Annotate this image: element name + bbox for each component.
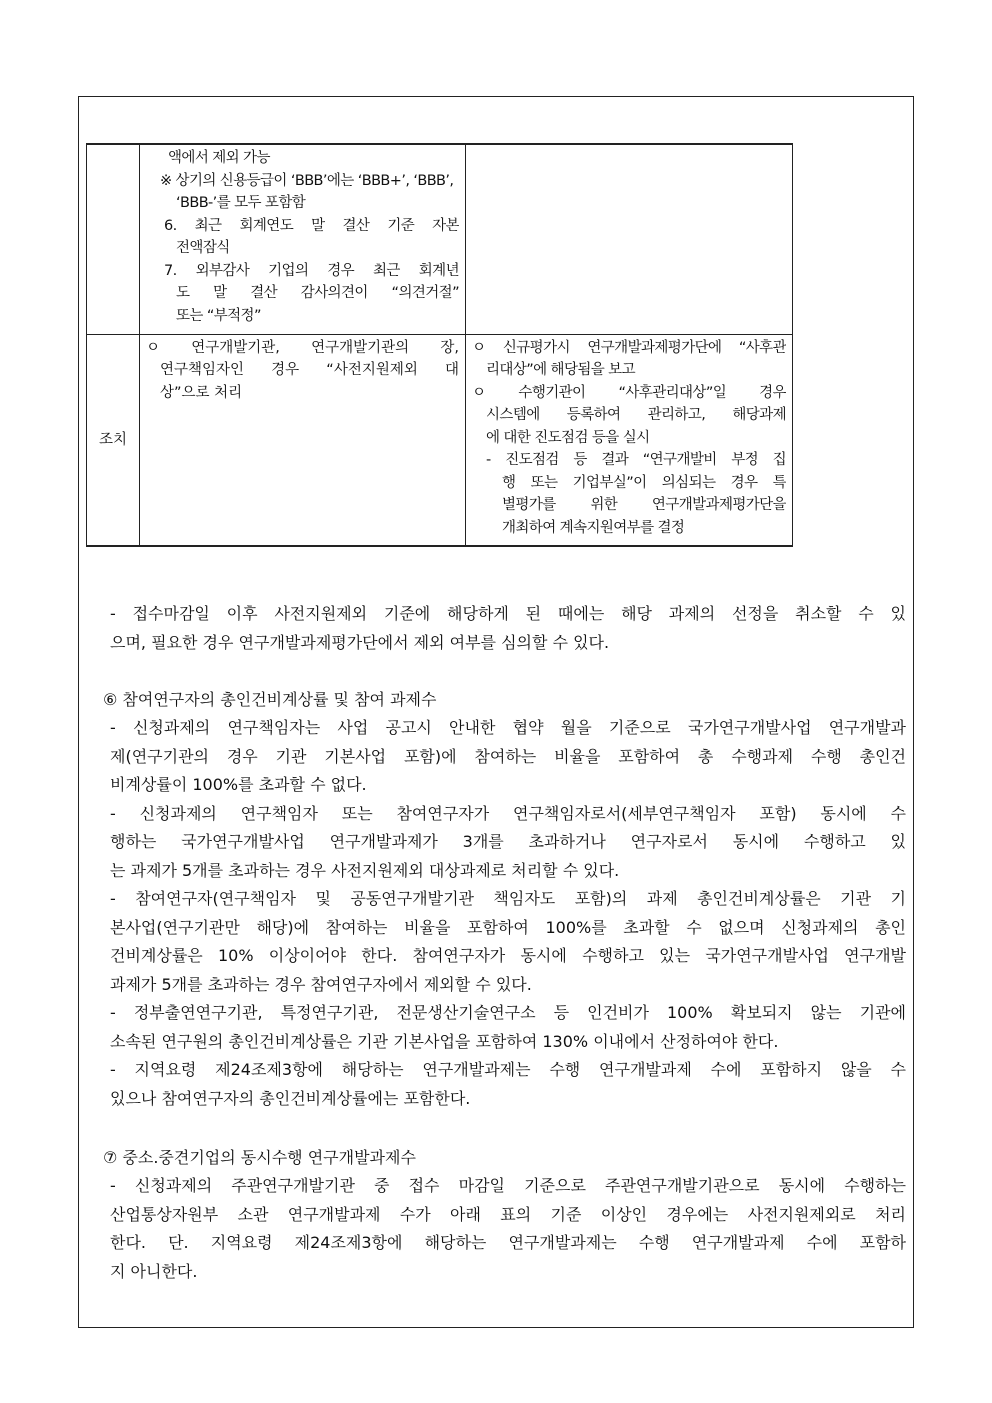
bullet-item (110, 714, 906, 800)
text-line: 에 대한 진도점검 등을 실시 (486, 429, 650, 446)
criteria-cell (140, 334, 466, 546)
section-7 (103, 1144, 906, 1173)
text-line: ※ 상기의 신용등급이 ‘BBB’에는 ‘BBB+’, ‘BBB’, (160, 172, 454, 189)
text-line: ‘BBB-’를 모두 포함함 (176, 195, 306, 211)
text-line: 별평가를 위한 연구개발과제평가단을 (502, 497, 786, 513)
bullet-item (110, 1056, 906, 1113)
text-line: 개최하여 계속지원여부를 결정 (502, 519, 685, 536)
text-line: - 진도점검 등 결과 “연구개발비 부정 집 (486, 452, 786, 468)
text-line: 전액잠식 (176, 240, 230, 256)
text-line: 건비계상률은 10% 이상이어야 한다. 참여연구자가 동시에 수행하고 있는 국가연구개발사업 연구개발 (110, 946, 906, 965)
table-row (87, 144, 793, 334)
text-line: ㅇ 수행기관이 “사후관리대상”일 경우 (472, 384, 786, 401)
text-line: 시스템에 등록하여 관리하고, 해당과제 (486, 407, 786, 423)
text-line: - 접수마감일 이후 사전지원제외 기준에 해당하게 된 때에는 해당 과제의 선정을 취소할 수 있 (110, 604, 906, 623)
text-line: 또는 “부적정” (176, 307, 261, 324)
text-line: - 정부출연연구기관, 특정연구기관, 전문생산기술연구소 등 인건비가 100% 확보되지 않는 기관에 (110, 1003, 906, 1022)
bullet-item (110, 800, 906, 886)
text-line: 비계상률이 100%를 초과할 수 없다. (110, 775, 367, 794)
row-label: 조치 (87, 334, 140, 546)
text-line: 본사업(연구기관만 해당)에 참여하는 비율을 포함하여 100%를 초과할 수 없으며 신청과제의 총인 (110, 917, 906, 937)
text-line: 도 말 결산 감사의견이 “의견거절” (176, 285, 459, 301)
text-line: 으며, 필요한 경우 연구개발과제평가단에서 제외 여부를 심의할 수 있다. (110, 632, 610, 652)
bullet-item (110, 885, 906, 999)
text-line: 6. 최근 회계연도 말 결산 기준 자본 (164, 217, 459, 234)
criteria-table (86, 143, 793, 547)
text-line: 행하는 국가연구개발사업 연구개발과제가 3개를 초과하거나 연구자로서 동시에 수행하고 있 (110, 832, 906, 851)
text-line: 행 또는 기업부실”이 의심되는 경우 특 (502, 474, 786, 491)
text-line: 제(연구기관의 경우 기관 기본사업 포함)에 참여하는 비율을 포함하여 총 수행과제 수행 총인건 (110, 746, 906, 766)
text-line: ㅇ 연구개발기관, 연구개발기관의 장, (146, 339, 459, 356)
section-7-bullets (110, 1172, 906, 1286)
text-line: 지 아니한다. (110, 1261, 198, 1281)
text-line: 는 과제가 5개를 초과하는 경우 사전지원제외 대상과제로 처리할 수 있다. (110, 860, 620, 880)
text-line: - 신청과제의 연구책임자 또는 참여연구자가 연구책임자로서(세부연구책임자 포함) 동시에 수 (110, 803, 906, 823)
criteria-cell (140, 144, 466, 334)
text-line: - 지역요령 제24조제3항에 해당하는 연구개발과제는 수행 연구개발과제 수에 포함하지 않을 수 (110, 1060, 906, 1079)
section-title: ⑦ 중소.중견기업의 동시수행 연구개발과제수 (103, 1148, 416, 1167)
text-line: 연구책임자인 경우 “사전지원제외 대 (160, 362, 459, 378)
section-6-bullets (110, 714, 906, 1113)
text-line: 있으나 참여연구자의 총인건비계상률에는 포함한다. (110, 1088, 471, 1108)
text-line: - 신청과제의 연구책임자는 사업 공고시 안내한 협약 월을 기준으로 국가연구개발사업 연구개발과 (110, 718, 906, 737)
row-label (87, 144, 140, 334)
bullet-item (110, 1172, 906, 1286)
text-line: 리대상”에 해당됨을 보고 (486, 362, 635, 378)
text-line: 산업통상자원부 소관 연구개발과제 수가 아래 표의 기준 이상인 경우에는 사전지원제외로 처리 (110, 1204, 906, 1224)
text-line: ㅇ 신규평가시 연구개발과제평가단에 “사후관 (472, 339, 786, 356)
action-cell (466, 334, 793, 546)
action-cell (466, 144, 793, 334)
text-line: 소속된 연구원의 총인건비계상률은 기관 기본사업을 포함하여 130% 이내에서 산정하여야 한다. (110, 1031, 779, 1051)
text-line: - 참여연구자(연구책임자 및 공동연구개발기관 책임자도 포함)의 과제 총인건비계상률은 기관 기 (110, 889, 906, 908)
text-line: 한다. 단. 지역요령 제24조제3항에 해당하는 연구개발과제는 수행 연구개발과제 수에 포함하 (110, 1233, 906, 1252)
text-line: 7. 외부감사 기업의 경우 최근 회계년 (164, 262, 459, 279)
text-line: 과제가 5개를 초과하는 경우 참여연구자에서 제외할 수 있다. (110, 974, 532, 994)
bullet-item (110, 600, 906, 657)
section-title: ⑥ 참여연구자의 총인건비계상률 및 참여 과제수 (103, 690, 437, 709)
bullet-item (110, 999, 906, 1056)
text-line: - 신청과제의 주관연구개발기관 중 접수 마감일 기준으로 주관연구개발기관으로 동시에 수행하는 (110, 1176, 906, 1195)
text-line: 액에서 제외 가능 (168, 150, 270, 166)
table-row (87, 334, 793, 546)
intro-paragraph (110, 600, 906, 657)
text-line: 상”으로 처리 (160, 384, 243, 401)
section-6 (103, 686, 906, 715)
